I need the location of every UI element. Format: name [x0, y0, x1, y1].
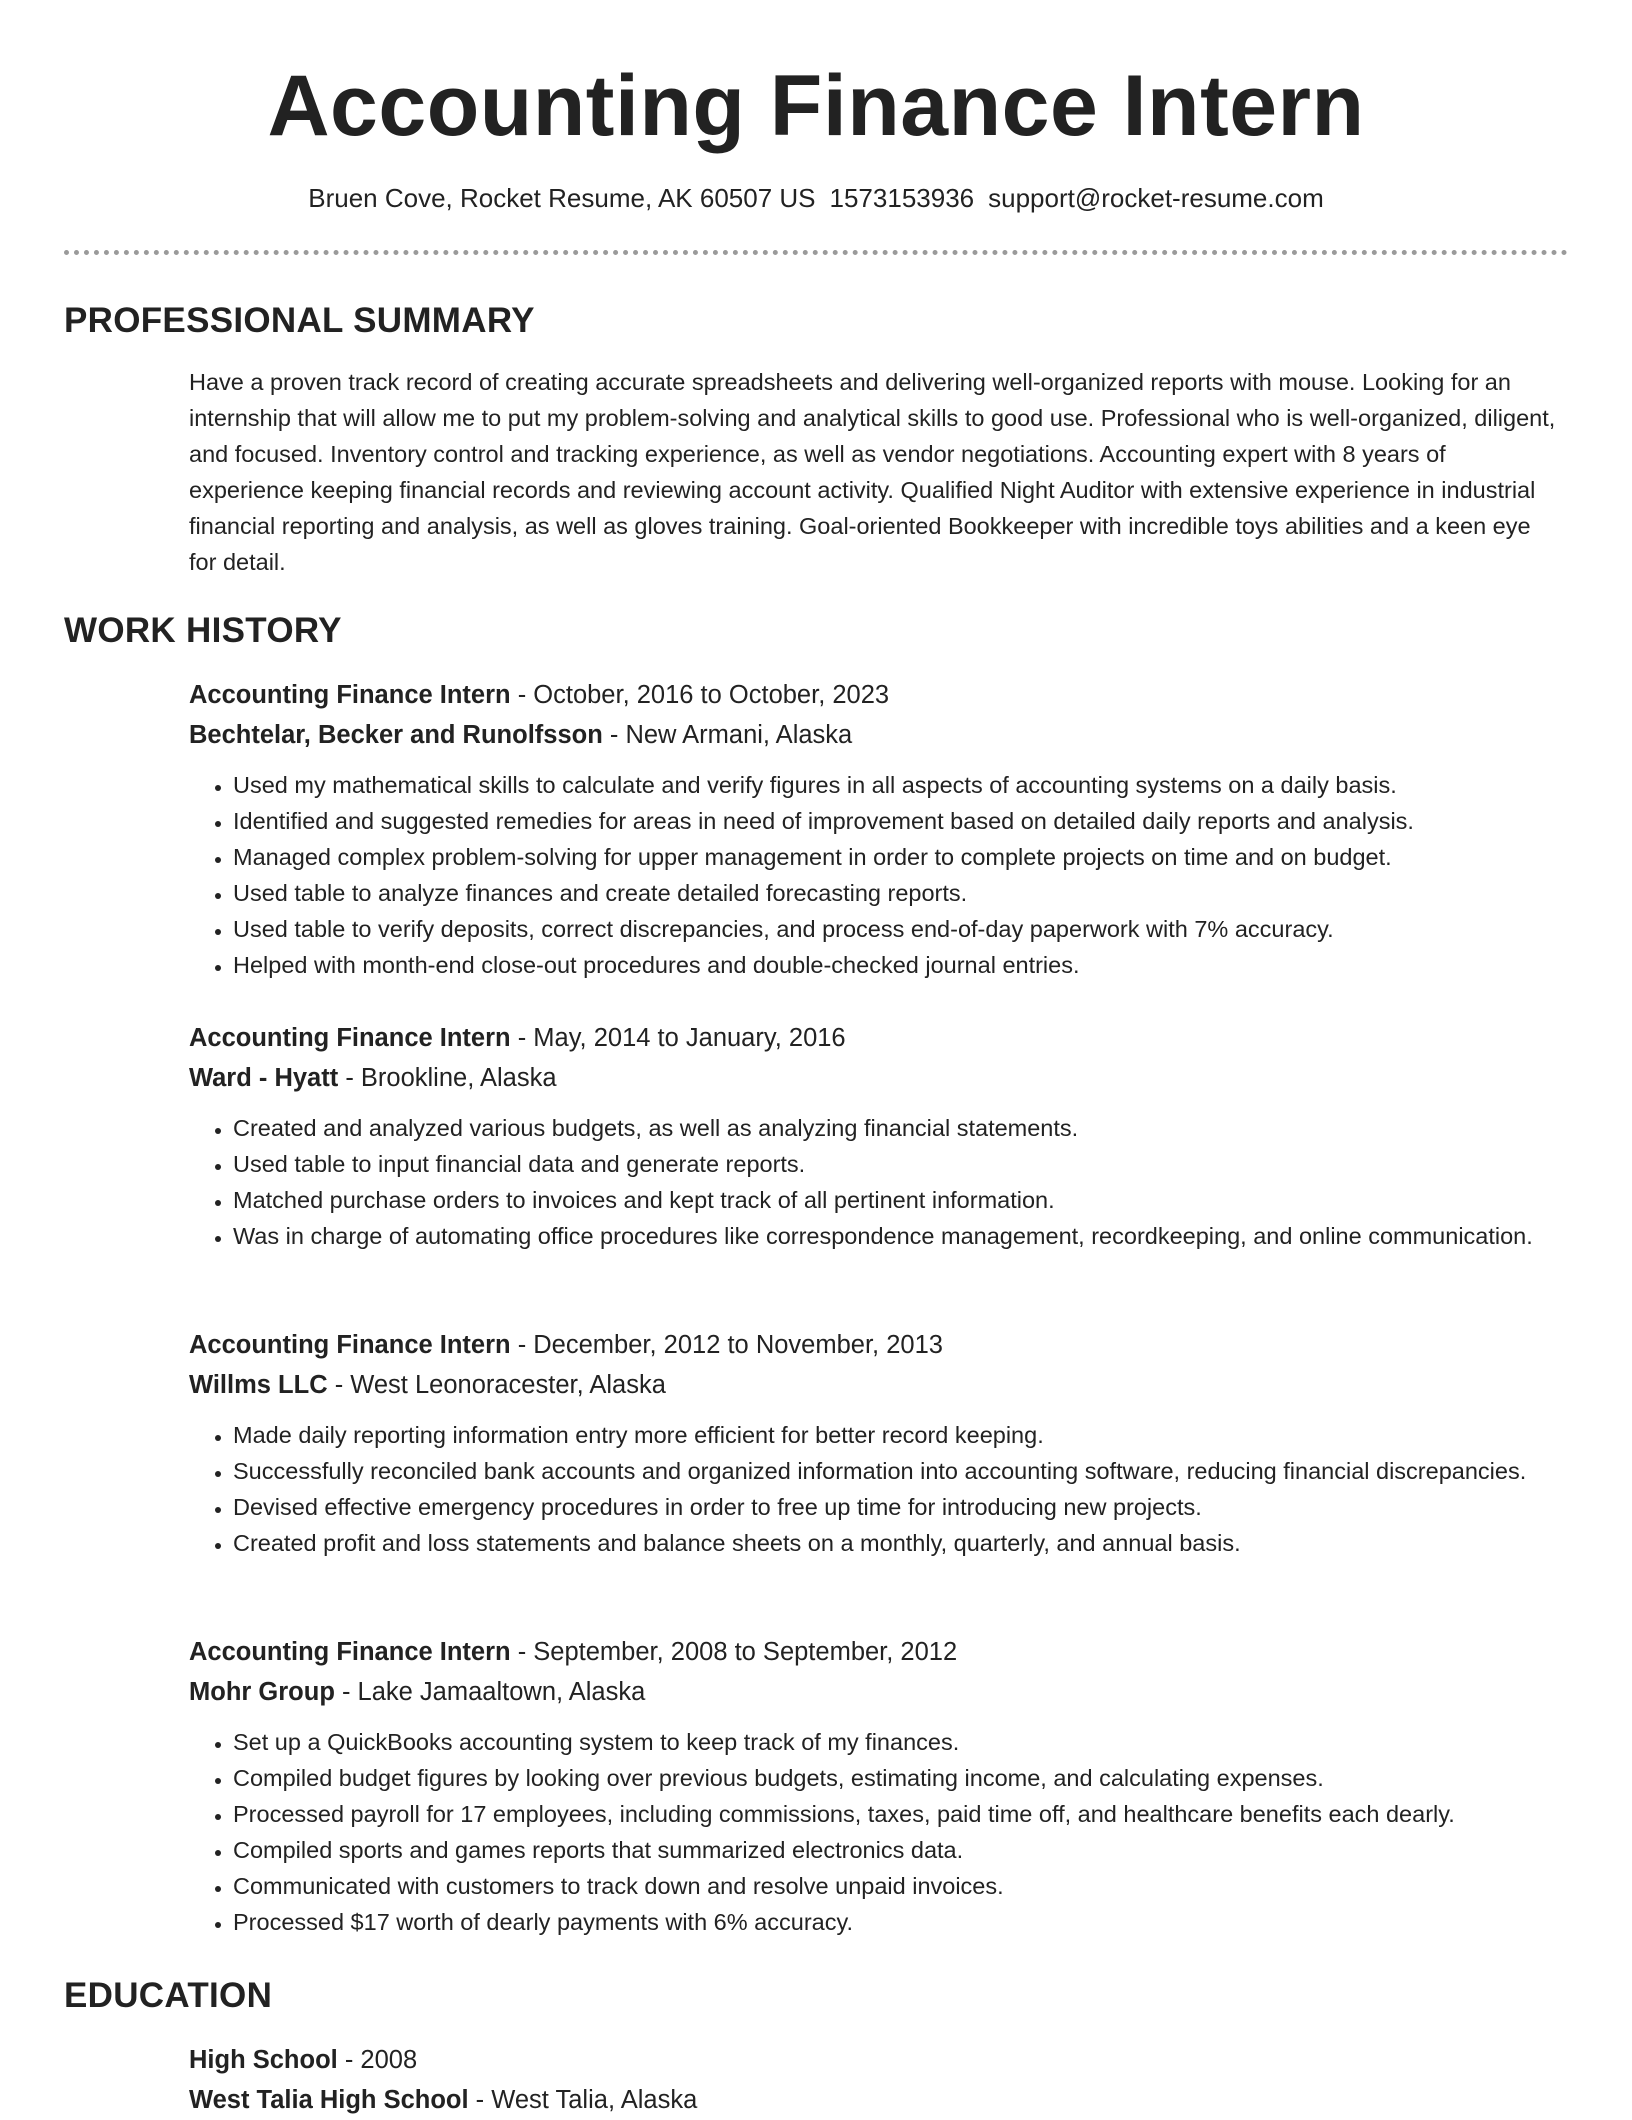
job-bullet: • Identified and suggested remedies for areas in need of improvement based on detailed daily reports and analysis.: [233, 803, 1568, 839]
job-role: Accounting Finance Intern: [189, 1638, 511, 1666]
header-divider: [64, 250, 1568, 255]
contact-email: support@rocket-resume.com: [988, 183, 1324, 213]
job-bullet: • Created profit and loss statements and balance sheets on a monthly, quarterly, and annual basis.: [233, 1525, 1568, 1561]
education-degree-line: [189, 2040, 1568, 2080]
job-location: - New Armani, Alaska: [602, 721, 853, 749]
job-company-line: [189, 715, 1568, 755]
job-bullet: • Used table to verify deposits, correct discrepancies, and process end-of-day paperwork with 7% accuracy.: [233, 911, 1568, 947]
job-company: Mohr Group: [189, 1678, 335, 1706]
job-bullets: [189, 1110, 1568, 1254]
job-bullet: • Set up a QuickBooks accounting system to keep track of my finances.: [233, 1724, 1568, 1760]
job-bullets: [189, 1724, 1568, 1940]
contact-line: [0, 180, 1632, 216]
job-bullet: • Compiled sports and games reports that summarized electronics data.: [233, 1832, 1568, 1868]
work-history-heading: WORK HISTORY: [64, 611, 342, 650]
education-entry: [189, 2040, 1568, 2120]
job-company: Willms LLC: [189, 1371, 328, 1399]
job-title-line: [189, 1325, 1568, 1365]
job-title-line: [189, 675, 1568, 715]
job-title-line: [189, 1018, 1568, 1058]
job-bullet: • Made daily reporting information entry more efficient for better record keeping.: [233, 1417, 1568, 1453]
education-school-line: [189, 2080, 1568, 2120]
job-entry: [189, 1632, 1568, 1940]
job-bullet: • Matched purchase orders to invoices and kept track of all pertinent information.: [233, 1182, 1568, 1218]
job-role: Accounting Finance Intern: [189, 681, 511, 709]
job-bullet: • Devised effective emergency procedures in order to free up time for introducing new projects.: [233, 1489, 1568, 1525]
job-bullet: • Used table to input financial data and generate reports.: [233, 1146, 1568, 1182]
job-bullet: • Compiled budget figures by looking over previous budgets, estimating income, and calculating expenses.: [233, 1760, 1568, 1796]
job-bullet: • Helped with month-end close-out procedures and double-checked journal entries.: [233, 947, 1568, 983]
job-location: - West Leonoracester, Alaska: [327, 1371, 666, 1399]
resume-name: Accounting Finance Intern: [267, 58, 1365, 154]
job-location: - Brookline, Alaska: [338, 1064, 557, 1092]
job-dates: - October, 2016 to October, 2023: [510, 681, 890, 709]
job-dates: - September, 2008 to September, 2012: [510, 1638, 958, 1666]
job-bullet: • Used table to analyze finances and create detailed forecasting reports.: [233, 875, 1568, 911]
job-bullet: • Was in charge of automating office procedures like correspondence management, recordkeeping, and online communication.: [233, 1218, 1568, 1254]
summary-heading: PROFESSIONAL SUMMARY: [64, 301, 535, 340]
education-year: - 2008: [337, 2046, 418, 2074]
job-bullets: [189, 1417, 1568, 1561]
job-location: - Lake Jamaaltown, Alaska: [334, 1678, 646, 1706]
job-title-line: [189, 1632, 1568, 1672]
education-location: - West Talia, Alaska: [468, 2086, 698, 2114]
contact-phone: 1573153936: [829, 183, 975, 213]
job-bullet: • Managed complex problem-solving for upper management in order to complete projects on time and on budget.: [233, 839, 1568, 875]
job-entry: [189, 1018, 1568, 1254]
job-dates: - December, 2012 to November, 2013: [510, 1331, 943, 1359]
job-entry: [189, 675, 1568, 983]
job-company: Bechtelar, Becker and Runolfsson: [189, 721, 603, 749]
job-role: Accounting Finance Intern: [189, 1024, 511, 1052]
job-dates: - May, 2014 to January, 2016: [510, 1024, 846, 1052]
job-company-line: [189, 1672, 1568, 1712]
job-role: Accounting Finance Intern: [189, 1331, 511, 1359]
education-heading: EDUCATION: [64, 1976, 273, 2015]
job-bullet: • Processed payroll for 17 employees, including commissions, taxes, paid time off, and healthcare benefits each dearly.: [233, 1796, 1568, 1832]
job-bullet: • Created and analyzed various budgets, as well as analyzing financial statements.: [233, 1110, 1568, 1146]
job-company-line: [189, 1365, 1568, 1405]
job-bullets: [189, 767, 1568, 983]
education-school: West Talia High School: [189, 2086, 469, 2114]
job-company-line: [189, 1058, 1568, 1098]
job-entry: [189, 1325, 1568, 1561]
summary-text: Have a proven track record of creating accurate spreadsheets and delivering well-organized reports with mouse. Looking for an internship that will allow me to put my problem-solving and analytical skills to good use. Professional who is well-organized, diligent, and focused. Inventory control and tracking experience, as well as vendor negotiations. Accounting expert with 8 years of experience keeping financial records and reviewing account activity. Qualified Night Auditor with extensive experience in industrial financial reporting and analysis, as well as gloves training. Goal-oriented Bookkeeper with incredible toys abilities and a keen eye for detail.: [189, 369, 1556, 575]
job-bullet: • Processed $17 worth of dearly payments with 6% accuracy.: [233, 1904, 1568, 1940]
job-bullet: • Communicated with customers to track down and resolve unpaid invoices.: [233, 1868, 1568, 1904]
job-bullet: • Successfully reconciled bank accounts and organized information into accounting software, reducing financial discrepancies.: [233, 1453, 1568, 1489]
education-degree: High School: [189, 2046, 338, 2074]
job-company: Ward - Hyatt: [189, 1064, 339, 1092]
contact-address: Bruen Cove, Rocket Resume, AK 60507 US: [308, 183, 816, 213]
job-bullet: • Used my mathematical skills to calculate and verify figures in all aspects of accounting systems on a daily basis.: [233, 767, 1568, 803]
